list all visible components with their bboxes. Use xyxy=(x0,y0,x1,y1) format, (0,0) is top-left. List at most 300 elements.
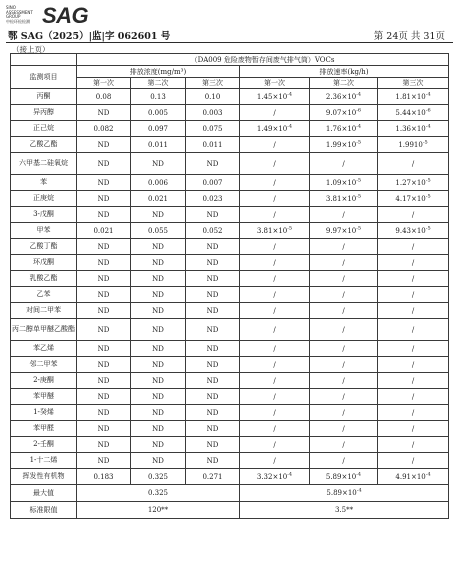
rate-cell xyxy=(378,287,449,303)
rate-mantissa: / xyxy=(273,258,276,267)
rate-cell xyxy=(378,421,449,437)
concentration-cell: 0.003 xyxy=(186,105,240,121)
concentration-cell: ND xyxy=(131,239,186,255)
table-row xyxy=(11,389,449,405)
rate-mantissa: 1.9910 xyxy=(398,140,423,149)
rate-mantissa: / xyxy=(411,376,415,385)
rate-mantissa: / xyxy=(411,258,415,267)
page-counter: 第 24页 共 31页 xyxy=(373,31,445,42)
rate-mantissa: / xyxy=(273,178,276,187)
rate-mantissa: / xyxy=(411,360,415,369)
rate-exponent: -5 xyxy=(356,177,362,184)
concentration-cell: ND xyxy=(131,357,186,373)
item-column-header: 监测项目 xyxy=(11,66,77,89)
concentration-cell: ND xyxy=(77,239,131,255)
table-row xyxy=(11,175,449,191)
rate-mantissa: / xyxy=(411,159,415,168)
rate-cell xyxy=(240,255,310,271)
rate-mantissa: / xyxy=(273,210,276,219)
rate-mantissa: 1.49×10 xyxy=(256,124,288,133)
rate-cell xyxy=(240,373,310,389)
rate-mantissa: / xyxy=(411,408,415,417)
table-blank-corner xyxy=(11,54,77,66)
rate-mantissa: / xyxy=(411,424,415,433)
rate-mantissa: / xyxy=(411,242,415,251)
table-row xyxy=(11,303,449,319)
concentration-cell: ND xyxy=(77,389,131,405)
table-row xyxy=(11,239,449,255)
rate-mantissa: / xyxy=(342,344,345,353)
round-header: 第一次 xyxy=(240,78,310,89)
concentration-cell: ND xyxy=(77,453,131,469)
concentration-cell: ND xyxy=(77,405,131,421)
rate-cell xyxy=(310,373,378,389)
logo-caption-line: ASSESSMENT GROUP xyxy=(6,9,33,20)
concentration-cell: ND xyxy=(131,437,186,453)
rate-mantissa: / xyxy=(273,344,276,353)
rate-mantissa: / xyxy=(342,325,345,334)
table-row xyxy=(11,153,449,175)
table-row xyxy=(11,255,449,271)
rate-exponent: -4 xyxy=(425,123,431,130)
rate-cell xyxy=(310,255,378,271)
concentration-cell: ND xyxy=(186,271,240,287)
rate-mantissa: 9.43×10 xyxy=(395,226,426,235)
rate-mantissa: 9.07×10 xyxy=(325,108,357,117)
logo-caption-line: 中检环检检测 xyxy=(6,18,30,24)
rate-mantissa: 1.27×10 xyxy=(395,178,426,187)
rate-mantissa: / xyxy=(342,306,345,315)
rate-mantissa: / xyxy=(342,290,345,299)
concentration-cell: ND xyxy=(131,389,186,405)
table-row xyxy=(11,271,449,287)
rate-cell xyxy=(310,341,378,357)
concentration-cell: ND xyxy=(131,405,186,421)
rate-cell xyxy=(240,469,310,485)
header-divider xyxy=(6,42,453,43)
concentration-cell: ND xyxy=(131,373,186,389)
analyte-name: 2-壬酮 xyxy=(11,437,77,453)
concentration-cell: ND xyxy=(77,153,131,175)
rate-cell xyxy=(240,89,310,105)
rate-cell xyxy=(240,389,310,405)
table-row xyxy=(11,121,449,137)
analyte-name: 环戊酮 xyxy=(11,255,77,271)
table-row xyxy=(11,405,449,421)
rate-exponent: -5 xyxy=(356,139,362,146)
analyte-name: 对间二甲苯 xyxy=(11,303,77,319)
report-number: 鄂 SAG（2025）|监|字 062601 号 xyxy=(8,31,171,42)
rate-cell xyxy=(378,175,449,191)
rate-cell xyxy=(310,357,378,373)
rate-mantissa: / xyxy=(273,376,276,385)
rate-cell xyxy=(310,389,378,405)
concentration-cell: ND xyxy=(186,453,240,469)
rate-cell xyxy=(240,287,310,303)
table-row xyxy=(11,191,449,207)
limit-concentration: 120** xyxy=(77,502,240,519)
rate-cell xyxy=(240,421,310,437)
rate-cell xyxy=(378,271,449,287)
limit-row xyxy=(11,502,449,519)
table-row xyxy=(11,287,449,303)
rate-cell xyxy=(240,191,310,207)
rate-cell xyxy=(310,223,378,239)
rate-cell xyxy=(240,357,310,373)
rate-cell xyxy=(310,469,378,485)
table-row xyxy=(11,223,449,239)
concentration-cell: ND xyxy=(186,239,240,255)
rate-cell xyxy=(310,207,378,223)
analyte-name: 六甲基二硅氧烷 xyxy=(11,153,77,175)
concentration-cell: ND xyxy=(186,437,240,453)
rate-cell xyxy=(240,303,310,319)
rate-mantissa: 1.81×10 xyxy=(395,92,426,101)
rate-cell xyxy=(378,207,449,223)
concentration-cell: ND xyxy=(77,191,131,207)
concentration-cell: 0.08 xyxy=(77,89,131,105)
rate-header: 排放速率(kg/h) xyxy=(240,66,449,78)
concentration-cell: ND xyxy=(77,373,131,389)
round-header: 第三次 xyxy=(186,78,240,89)
rate-cell xyxy=(240,153,310,175)
concentration-cell: 0.021 xyxy=(131,191,186,207)
analyte-name: 丙酮 xyxy=(11,89,77,105)
rate-cell xyxy=(240,319,310,341)
continued-note: （接上页） xyxy=(12,45,50,54)
concentration-cell: 0.005 xyxy=(131,105,186,121)
rate-cell xyxy=(378,303,449,319)
analyte-name: 3-戊酮 xyxy=(11,207,77,223)
rate-cell xyxy=(378,105,449,121)
concentration-cell: ND xyxy=(131,271,186,287)
max-rate xyxy=(240,485,449,502)
concentration-cell: ND xyxy=(77,271,131,287)
rate-mantissa: / xyxy=(273,306,276,315)
rate-cell xyxy=(240,137,310,153)
rate-cell xyxy=(310,421,378,437)
rate-mantissa: 5.89×10 xyxy=(326,489,357,497)
table-row xyxy=(11,373,449,389)
rate-cell xyxy=(310,405,378,421)
rate-mantissa: / xyxy=(411,210,415,219)
analyte-name: 挥发性有机物 xyxy=(11,469,77,485)
rate-mantissa: / xyxy=(411,392,415,401)
analyte-name: 乙酸丁酯 xyxy=(11,239,77,255)
concentration-cell: ND xyxy=(77,357,131,373)
rate-cell xyxy=(310,121,378,137)
voc-results-table xyxy=(10,53,449,519)
rate-mantissa: / xyxy=(342,242,345,251)
analyte-name: 苯乙烯 xyxy=(11,341,77,357)
rate-mantissa: / xyxy=(342,258,345,267)
table-row xyxy=(11,137,449,153)
rate-mantissa: / xyxy=(342,360,345,369)
rate-cell xyxy=(310,303,378,319)
rate-mantissa: / xyxy=(273,140,276,149)
rate-exponent: -4 xyxy=(287,123,293,130)
rate-mantissa: 1.36×10 xyxy=(395,124,426,133)
concentration-cell: ND xyxy=(131,341,186,357)
concentration-cell: ND xyxy=(77,421,131,437)
company-logo xyxy=(6,3,106,28)
concentration-cell: ND xyxy=(77,207,131,223)
rate-cell xyxy=(378,121,449,137)
rate-mantissa: / xyxy=(342,408,345,417)
rate-mantissa: / xyxy=(411,325,415,334)
rate-cell xyxy=(378,357,449,373)
rate-mantissa: 9.97×10 xyxy=(325,226,357,235)
rate-mantissa: 4.17×10 xyxy=(395,194,426,203)
round-header: 第三次 xyxy=(378,78,449,89)
rate-exponent: -4 xyxy=(356,487,362,494)
analyte-name: 苯 xyxy=(11,175,77,191)
analyte-name: 乳酸乙酯 xyxy=(11,271,77,287)
rate-mantissa: / xyxy=(411,306,415,315)
rate-cell xyxy=(310,105,378,121)
rate-mantissa: / xyxy=(342,210,345,219)
concentration-cell: ND xyxy=(77,287,131,303)
rate-exponent: -6 xyxy=(356,107,362,114)
rate-cell xyxy=(240,405,310,421)
rate-cell xyxy=(378,453,449,469)
rate-mantissa: / xyxy=(342,392,345,401)
rate-exponent: -4 xyxy=(356,123,362,130)
rate-cell xyxy=(310,271,378,287)
rate-exponent: -4 xyxy=(287,471,293,478)
rate-mantissa: 2.36×10 xyxy=(325,92,357,101)
concentration-cell: ND xyxy=(77,303,131,319)
concentration-cell: ND xyxy=(186,287,240,303)
rate-exponent: -4 xyxy=(425,471,431,478)
rate-mantissa: / xyxy=(342,159,345,168)
rate-cell xyxy=(310,89,378,105)
rate-mantissa: / xyxy=(273,360,276,369)
analyte-name: 2-庚酮 xyxy=(11,373,77,389)
rate-cell xyxy=(240,453,310,469)
rate-exponent: -4 xyxy=(356,471,362,478)
concentration-cell: ND xyxy=(77,437,131,453)
round-header: 第二次 xyxy=(131,78,186,89)
logo-caption-line: SINO xyxy=(6,5,16,10)
rate-cell xyxy=(310,319,378,341)
concentration-cell: 0.082 xyxy=(77,121,131,137)
rate-cell xyxy=(310,287,378,303)
rate-exponent: -5 xyxy=(287,225,293,232)
rate-cell xyxy=(378,389,449,405)
rate-mantissa: / xyxy=(273,392,276,401)
concentration-cell: ND xyxy=(131,255,186,271)
analyte-name: 邻二甲苯 xyxy=(11,357,77,373)
rate-cell xyxy=(378,469,449,485)
concentration-cell: ND xyxy=(131,153,186,175)
rate-mantissa: / xyxy=(273,424,276,433)
concentration-cell: ND xyxy=(186,341,240,357)
rate-exponent: -5 xyxy=(422,139,428,146)
rate-mantissa: 1.45×10 xyxy=(256,92,288,101)
rate-mantissa: / xyxy=(342,274,345,283)
rate-mantissa: / xyxy=(273,274,276,283)
rate-exponent: -6 xyxy=(425,107,431,114)
analyte-name: 正庚烷 xyxy=(11,191,77,207)
rate-cell xyxy=(240,207,310,223)
rate-mantissa: 5.44×10 xyxy=(395,108,426,117)
concentration-cell: ND xyxy=(131,453,186,469)
max-label: 最大值 xyxy=(11,485,77,502)
concentration-cell: 0.007 xyxy=(186,175,240,191)
rate-exponent: -5 xyxy=(425,225,431,232)
table-row xyxy=(11,319,449,341)
rate-mantissa: / xyxy=(273,242,276,251)
table-title: （DA009 危险废物暂存间废气排气筒）VOCs xyxy=(77,54,449,66)
max-concentration: 0.325 xyxy=(77,485,240,502)
table-row xyxy=(11,421,449,437)
analyte-name: 苯甲醛 xyxy=(11,421,77,437)
rate-mantissa: 3.81×10 xyxy=(256,226,288,235)
rate-mantissa: / xyxy=(273,325,276,334)
rate-mantissa: / xyxy=(342,456,345,465)
rate-cell xyxy=(240,121,310,137)
concentration-cell: 0.097 xyxy=(131,121,186,137)
concentration-cell: ND xyxy=(77,255,131,271)
rate-cell xyxy=(378,153,449,175)
rate-mantissa: / xyxy=(342,440,345,449)
rate-mantissa: / xyxy=(411,344,415,353)
rate-cell xyxy=(310,153,378,175)
concentration-cell: ND xyxy=(77,137,131,153)
rate-cell xyxy=(310,437,378,453)
rate-mantissa: 3.81×10 xyxy=(325,194,357,203)
concentration-cell: 0.052 xyxy=(186,223,240,239)
rate-cell xyxy=(378,191,449,207)
rate-exponent: -4 xyxy=(425,91,431,98)
table-row xyxy=(11,437,449,453)
rate-exponent: -5 xyxy=(425,193,431,200)
rate-mantissa: / xyxy=(411,440,415,449)
rate-cell xyxy=(378,405,449,421)
rate-mantissa: / xyxy=(342,424,345,433)
analyte-name: 1-十二烯 xyxy=(11,453,77,469)
concentration-cell: 0.183 xyxy=(77,469,131,485)
rate-exponent: -5 xyxy=(425,177,431,184)
concentration-cell: ND xyxy=(186,421,240,437)
rate-mantissa: 1.09×10 xyxy=(325,178,357,187)
concentration-cell: ND xyxy=(131,319,186,341)
rate-mantissa: / xyxy=(411,290,415,299)
rate-mantissa: 1.76×10 xyxy=(325,124,357,133)
concentration-cell: ND xyxy=(186,405,240,421)
table-row xyxy=(11,207,449,223)
rate-cell xyxy=(310,137,378,153)
rate-cell xyxy=(310,239,378,255)
rate-cell xyxy=(378,223,449,239)
rate-mantissa: / xyxy=(411,274,415,283)
logo-caption xyxy=(6,6,42,24)
analyte-name: 丙二醇单甲醚乙酸酯 xyxy=(11,319,77,341)
rate-cell xyxy=(240,175,310,191)
rate-cell xyxy=(378,239,449,255)
concentration-cell: ND xyxy=(131,207,186,223)
rate-mantissa: 5.89×10 xyxy=(325,472,357,481)
table-row xyxy=(11,89,449,105)
table-row xyxy=(11,469,449,485)
table-row xyxy=(11,453,449,469)
concentration-cell: ND xyxy=(186,255,240,271)
round-header: 第一次 xyxy=(77,78,131,89)
rate-cell xyxy=(240,239,310,255)
rate-cell xyxy=(240,105,310,121)
concentration-cell: 0.10 xyxy=(186,89,240,105)
rate-cell xyxy=(310,175,378,191)
rate-mantissa: / xyxy=(273,456,276,465)
rate-exponent: -4 xyxy=(287,91,293,98)
analyte-name: 正己烷 xyxy=(11,121,77,137)
concentration-cell: 0.271 xyxy=(186,469,240,485)
rate-mantissa: 3.32×10 xyxy=(256,472,288,481)
concentration-cell: ND xyxy=(131,421,186,437)
rate-exponent: -5 xyxy=(356,225,362,232)
concentration-cell: ND xyxy=(77,175,131,191)
concentration-cell: 0.075 xyxy=(186,121,240,137)
concentration-cell: 0.023 xyxy=(186,191,240,207)
rate-cell xyxy=(378,137,449,153)
rate-cell xyxy=(240,437,310,453)
table-row xyxy=(11,357,449,373)
concentration-cell: ND xyxy=(77,319,131,341)
rate-cell xyxy=(378,341,449,357)
concentration-cell: ND xyxy=(131,287,186,303)
concentration-cell: ND xyxy=(186,319,240,341)
logo-wordmark: SAG xyxy=(42,3,89,28)
analyte-name: 异丙醇 xyxy=(11,105,77,121)
concentration-cell: ND xyxy=(131,303,186,319)
concentration-cell: ND xyxy=(77,105,131,121)
rate-cell xyxy=(240,341,310,357)
rate-mantissa: 4.91×10 xyxy=(395,472,426,481)
concentration-cell: 0.011 xyxy=(131,137,186,153)
max-row xyxy=(11,485,449,502)
concentration-cell: ND xyxy=(186,357,240,373)
concentration-cell: 0.055 xyxy=(131,223,186,239)
limit-label: 标准限值 xyxy=(11,502,77,519)
rate-mantissa: / xyxy=(273,194,276,203)
concentration-cell: ND xyxy=(186,207,240,223)
rate-mantissa: / xyxy=(411,456,415,465)
concentration-cell: ND xyxy=(186,389,240,405)
rate-mantissa: / xyxy=(273,440,276,449)
analyte-name: 甲苯 xyxy=(11,223,77,239)
analyte-name: 乙酸乙酯 xyxy=(11,137,77,153)
concentration-cell: 0.325 xyxy=(131,469,186,485)
rate-cell xyxy=(378,89,449,105)
rate-mantissa: / xyxy=(273,108,276,117)
limit-rate: 3.5** xyxy=(240,502,449,519)
rate-mantissa: / xyxy=(273,290,276,299)
rate-cell xyxy=(378,319,449,341)
analyte-name: 乙苯 xyxy=(11,287,77,303)
rate-cell xyxy=(310,191,378,207)
rate-cell xyxy=(378,255,449,271)
concentration-cell: 0.13 xyxy=(131,89,186,105)
rate-exponent: -5 xyxy=(356,193,362,200)
concentration-cell: 0.021 xyxy=(77,223,131,239)
concentration-cell: 0.011 xyxy=(186,137,240,153)
table-row xyxy=(11,341,449,357)
concentration-cell: ND xyxy=(186,303,240,319)
table-row xyxy=(11,105,449,121)
concentration-cell: ND xyxy=(186,153,240,175)
rate-exponent: -4 xyxy=(356,91,362,98)
